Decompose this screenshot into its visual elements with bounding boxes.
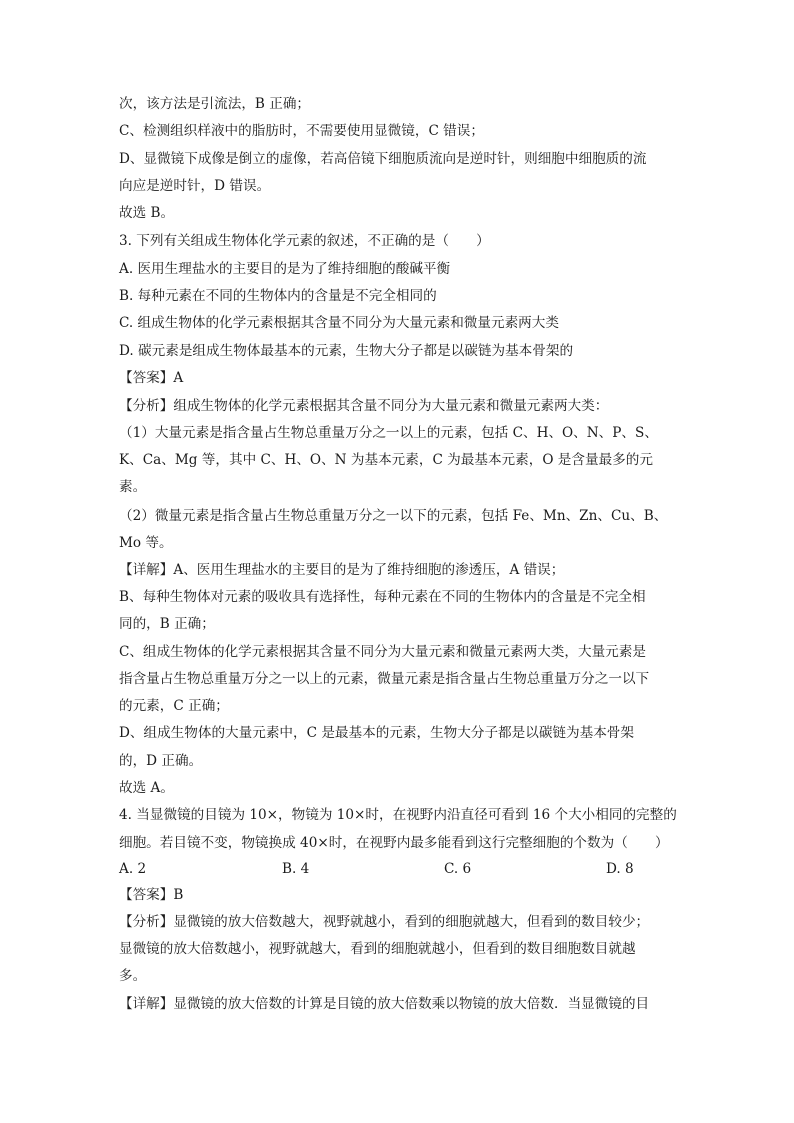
text-line: 细胞。若目镜不变，物镜换成 40×时，在视野内最多能看到这行完整细胞的个数为（ ）	[119, 835, 669, 851]
option-b: B. 4	[282, 861, 310, 877]
text-line: B、每种生物体对元素的吸收具有选择性，每种元素在不同的生物体内的含量是不完全相	[119, 589, 646, 605]
text-line: C、组成生物体的化学元素根据其含量不同分为大量元素和微量元素两大类，大量元素是	[119, 644, 646, 660]
detail-line: 【详解】A、医用生理盐水的主要目的是为了维持细胞的渗透压，A 错误；	[119, 562, 565, 578]
option-c: C. 组成生物体的化学元素根据其含量不同分为大量元素和微量元素两大类	[119, 315, 559, 331]
option-d: D. 8	[606, 861, 634, 877]
question-3-stem: 3. 下列有关组成生物体化学元素的叙述，不正确的是（ ）	[119, 233, 490, 249]
option-d: D. 碳元素是组成生物体最基本的元素，生物大分子都是以碳链为基本骨架的	[119, 343, 574, 359]
text-line: 故选 B。	[119, 205, 175, 221]
text-line: （2）微量元素是指含量占生物总重量万分之一以下的元素，包括 Fe、Mn、Zn、Cu、B、	[119, 508, 668, 524]
analysis-line: 【分析】组成生物体的化学元素根据其含量不同分为大量元素和微量元素两大类：	[119, 398, 609, 414]
text-line: Mo 等。	[119, 535, 173, 551]
text-line: （1）大量元素是指含量占生物总重量万分之一以上的元素，包括 C、H、O、N、P、S、	[119, 425, 658, 441]
text-line: C、检测组织样液中的脂肪时，不需要使用显微镜，C 错误；	[119, 123, 484, 139]
text-line: D、显微镜下成像是倒立的虚像，若高倍镜下细胞质流向是逆时针，则细胞中细胞质的流	[119, 151, 647, 167]
text-line: 显微镜的放大倍数越小，视野就越大，看到的细胞就越小，但看到的数目细胞数目就越	[119, 941, 636, 957]
text-line: K、Ca、Mg 等，其中 C、H、O、N 为基本元素，C 为最基本元素，O 是含量最多的元	[119, 452, 653, 468]
option-c: C. 6	[444, 861, 472, 877]
text-line: 故选 A。	[119, 780, 174, 796]
text-line: 向应是逆时针，D 错误。	[119, 178, 271, 194]
text-line: 素。	[119, 479, 147, 495]
text-line: 多。	[119, 968, 147, 984]
answer-label: 【答案】A	[119, 370, 184, 386]
text-line: D、组成生物体的大量元素中，C 是最基本的元素，生物大分子都是以碳链为基本骨架	[119, 725, 634, 741]
question-4-stem: 4. 当显微镜的目镜为 10×，物镜为 10×时，在视野内沿直径可看到 16 个大小相同的完整的	[119, 807, 677, 823]
option-b: B. 每种元素在不同的生物体内的含量是不完全相同的	[119, 288, 437, 304]
option-a: A. 医用生理盐水的主要目的是为了维持细胞的酸碱平衡	[119, 261, 451, 277]
option-a: A. 2	[119, 861, 147, 877]
detail-line: 【详解】显微镜的放大倍数的计算是目镜的放大倍数乘以物镜的放大倍数．当显微镜的目	[119, 996, 650, 1012]
text-line: 同的，B 正确；	[119, 616, 215, 632]
text-line: 的元素，C 正确；	[119, 698, 229, 714]
text-line: 指含量占生物总重量万分之一以上的元素，微量元素是指含量占生物总重量万分之一以下	[119, 671, 650, 687]
answer-label: 【答案】B	[119, 887, 184, 903]
text-line: 次，该方法是引流法，B 正确；	[119, 96, 311, 112]
text-line: 的，D 正确。	[119, 753, 203, 769]
analysis-line: 【分析】显微镜的放大倍数越大，视野就越小，看到的细胞就越大，但看到的数目较少；	[119, 914, 650, 930]
